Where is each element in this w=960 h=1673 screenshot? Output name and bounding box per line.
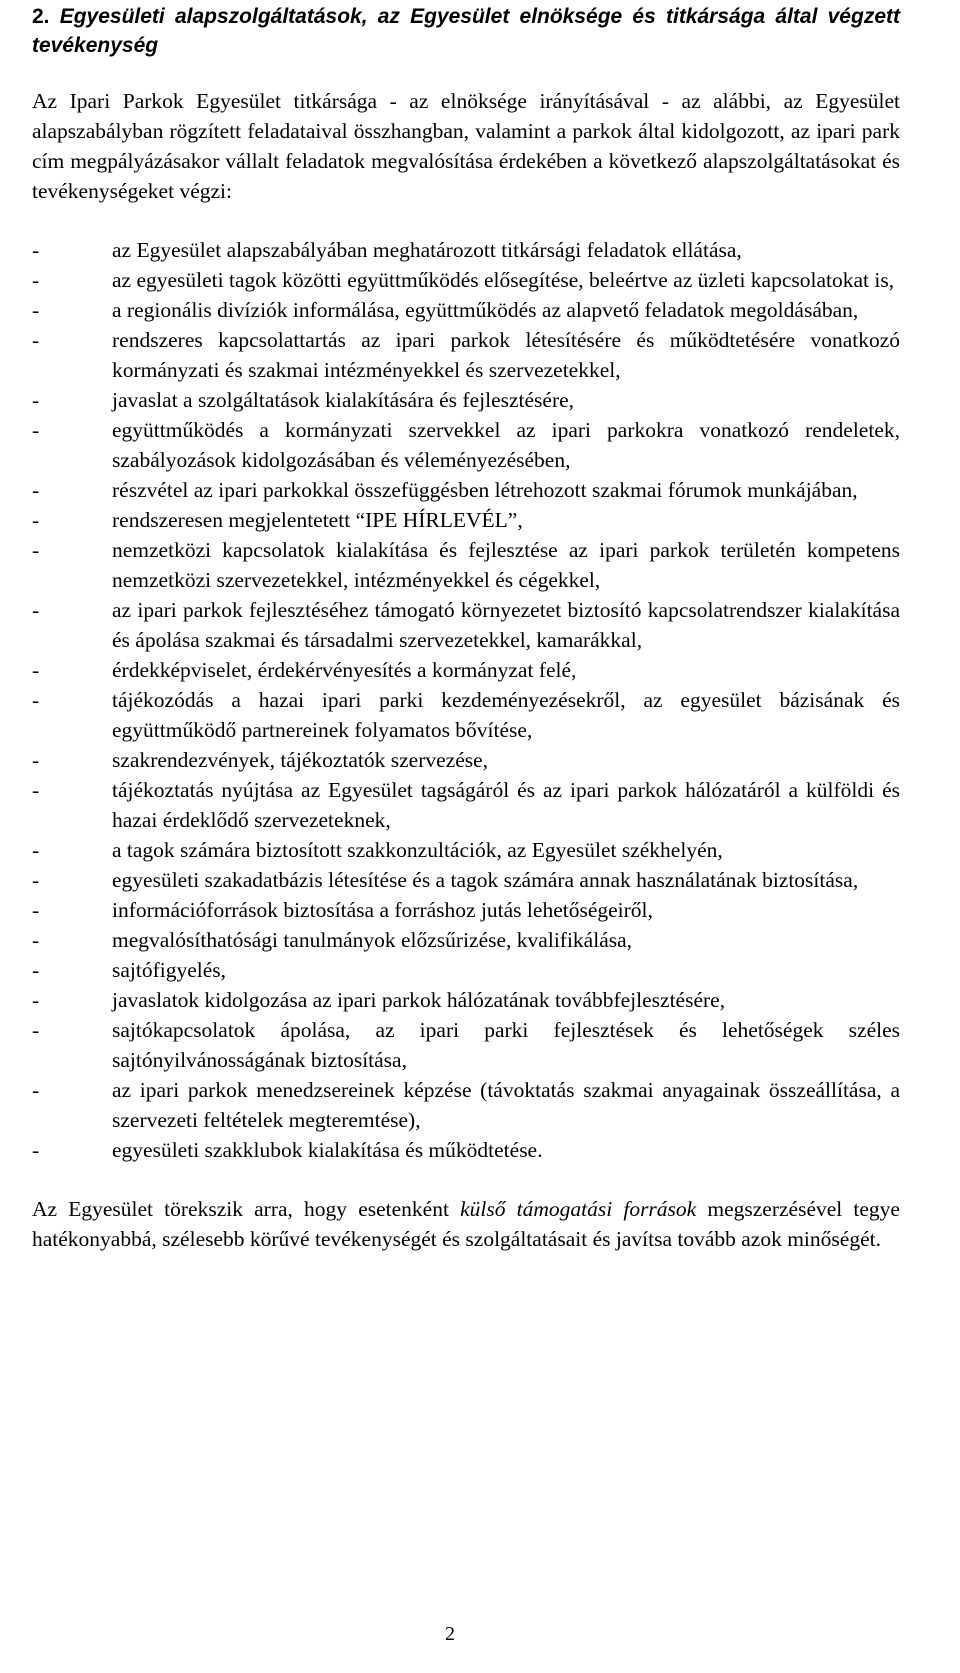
list-dash: - <box>32 478 40 502</box>
list-item-text: tájékozódás a hazai ipari parki kezdeményezésekről, az egyesület bázisának és együttműködő partnereinek folyamatos bővítése, <box>112 688 900 742</box>
list-item-text: nemzetközi kapcsolatok kialakítása és fejlesztése az ipari parkok területén kompetens nemzetközi szervezetekkel, intézményekkel és cégekkel, <box>112 538 900 592</box>
list-item-text: információforrások biztosítása a forráshoz jutás lehetőségeiről, <box>112 898 653 922</box>
list-dash: - <box>32 298 40 322</box>
list-item <box>32 835 900 865</box>
list-item-text: egyesületi szakadatbázis létesítése és a tagok számára annak használatának biztosítása, <box>112 868 859 892</box>
list-dash: - <box>32 508 40 532</box>
list-item <box>32 295 900 325</box>
list-dash: - <box>32 838 40 862</box>
list-item <box>32 775 900 835</box>
list-item <box>32 265 900 295</box>
list-item-text: a tagok számára biztosított szakkonzultációk, az Egyesület székhelyén, <box>112 838 723 862</box>
list-item-text: az egyesületi tagok közötti együttműködés elősegítése, beleértve az üzleti kapcsolatokat is, <box>112 268 895 292</box>
list-item <box>32 385 900 415</box>
intro-paragraph: Az Ipari Parkok Egyesület titkársága - az elnöksége irányításával - az alábbi, az Egyesület alapszabályban rögzített feladataival összhangban, valamint a parkok által kidolgozott, az ipari park cím megpályázásakor vállalt feladatok megvalósítása érdekében a következő alapszolgáltatásokat és tevékenységeket végzi: <box>32 89 900 203</box>
closing-paragraph <box>32 1194 900 1254</box>
list-item-text: rendszeresen megjelentetett “IPE HÍRLEVÉL”, <box>112 508 523 532</box>
list-item-text: az ipari parkok menedzsereinek képzése (távoktatás szakmai anyagainak összeállítása, a szervezeti feltételek megteremtése), <box>112 1078 900 1132</box>
service-list <box>32 235 900 1165</box>
list-item <box>32 985 900 1015</box>
section-number: 2. <box>32 5 50 28</box>
list-dash: - <box>32 958 40 982</box>
list-item-text: együttműködés a kormányzati szervekkel az ipari parkokra vonatkozó rendeletek, szabályozások kidolgozásában és véleményezésében, <box>112 418 900 472</box>
list-item <box>32 535 900 595</box>
list-dash: - <box>32 658 40 682</box>
list-dash: - <box>32 778 40 802</box>
list-dash: - <box>32 988 40 1012</box>
closing-emphasis: külső támogatási források <box>460 1197 697 1221</box>
list-dash: - <box>32 538 40 562</box>
list-dash: - <box>32 238 40 262</box>
list-dash: - <box>32 388 40 412</box>
list-item <box>32 1135 900 1165</box>
list-item-text: érdekképviselet, érdekérvényesítés a kormányzat felé, <box>112 658 577 682</box>
list-item-text: megvalósíthatósági tanulmányok előzsűrizése, kvalifikálása, <box>112 928 633 952</box>
list-item-text: az ipari parkok fejlesztéséhez támogató környezetet biztosító kapcsolatrendszer kialakítása és ápolása szakmai és társadalmi szervezetekkel, kamarákkal, <box>112 598 900 652</box>
list-item-text: rendszeres kapcsolattartás az ipari parkok létesítésére és működtetésére vonatkozó kormányzati és szakmai intézményekkel és szervezetekkel, <box>112 328 900 382</box>
list-dash: - <box>32 868 40 892</box>
page-number: 2 <box>445 1623 455 1645</box>
list-item <box>32 1075 900 1135</box>
list-dash: - <box>32 1138 40 1162</box>
list-item <box>32 475 900 505</box>
list-dash: - <box>32 268 40 292</box>
list-item-text: részvétel az ipari parkokkal összefüggésben létrehozott szakmai fórumok munkájában, <box>112 478 858 502</box>
list-item-text: tájékoztatás nyújtása az Egyesület tagságáról és az ipari parkok hálózatáról a külföldi és hazai érdeklődő szervezeteknek, <box>112 778 900 832</box>
closing-text-before: Az Egyesület törekszik arra, hogy esetenként <box>32 1197 461 1221</box>
list-item <box>32 925 900 955</box>
list-item-text: szakrendezvények, tájékoztatók szervezése, <box>112 748 489 772</box>
list-item-text: egyesületi szakklubok kialakítása és működtetése. <box>112 1138 543 1162</box>
list-item <box>32 1015 900 1075</box>
list-item <box>32 415 900 475</box>
list-dash: - <box>32 328 40 352</box>
section-title-line1: Egyesületi alapszolgáltatások, az Egyesület elnöksége és titkársága által végzett <box>59 5 900 28</box>
list-dash: - <box>32 748 40 772</box>
section-title-line2: tevékenység <box>32 34 159 57</box>
list-item <box>32 505 900 535</box>
list-item <box>32 955 900 985</box>
list-dash: - <box>32 598 40 622</box>
list-item <box>32 865 900 895</box>
list-item <box>32 325 900 385</box>
section-heading <box>32 0 900 31</box>
list-item-text: javaslatok kidolgozása az ipari parkok hálózatának továbbfejlesztésére, <box>112 988 726 1012</box>
list-item <box>32 655 900 685</box>
list-dash: - <box>32 1078 40 1102</box>
list-dash: - <box>32 1018 40 1042</box>
list-item-text: sajtófigyelés, <box>112 958 227 982</box>
closing-text-after: megszerzésével tegye hatékonyabbá, szélesebb körűvé tevékenységét és szolgáltatásait és javítsa tovább azok minőségét. <box>32 1197 900 1251</box>
list-dash: - <box>32 898 40 922</box>
list-item-text: javaslat a szolgáltatások kialakítására és fejlesztésére, <box>112 388 575 412</box>
list-dash: - <box>32 688 40 712</box>
list-item-text: sajtókapcsolatok ápolása, az ipari parki fejlesztések és lehetőségek széles sajtónyilvánosságának biztosítása, <box>112 1018 900 1072</box>
list-dash: - <box>32 928 40 952</box>
list-item-text: a regionális divíziók informálása, együttműködés az alapvető feladatok megoldásában, <box>112 298 859 322</box>
list-item <box>32 595 900 655</box>
list-item <box>32 235 900 265</box>
list-item <box>32 745 900 775</box>
list-item-text: az Egyesület alapszabályában meghatározott titkársági feladatok ellátása, <box>112 238 742 262</box>
list-dash: - <box>32 418 40 442</box>
list-item <box>32 685 900 745</box>
list-item <box>32 895 900 925</box>
